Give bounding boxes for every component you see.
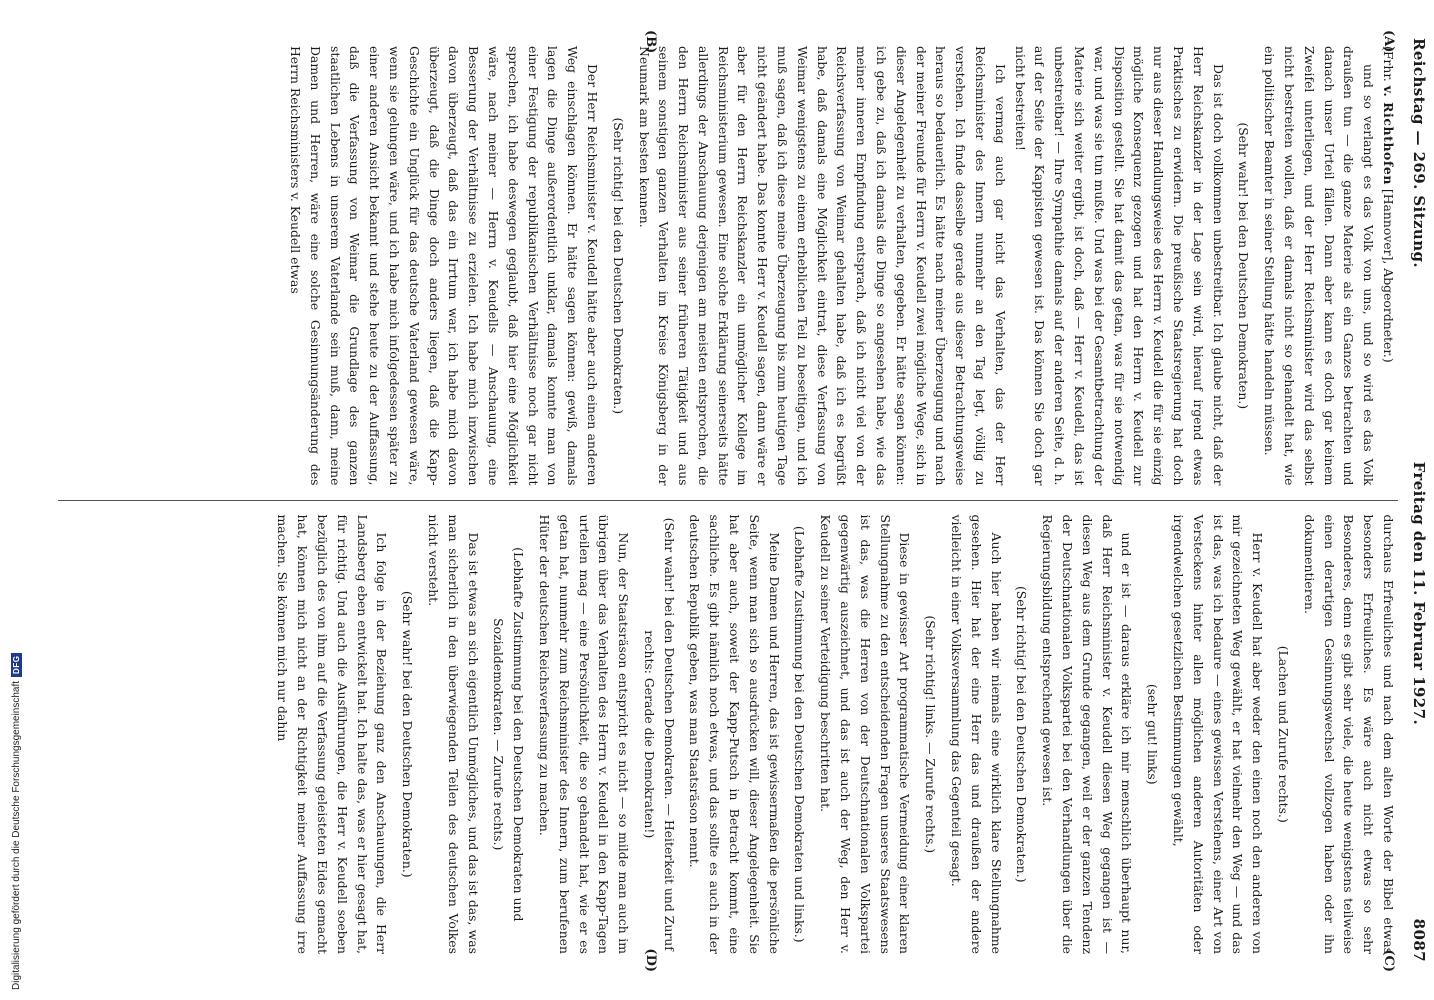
page-header (1406, 32, 1428, 968)
margin-mark-a: (A) (1381, 30, 1396, 53)
paragraph: Nun, der Staatsräson entspricht es nicht — so milde man auch im übrigen über das Verhalten des Herrn v. Keudell in den Kapp-Tagen urteilen mag — eine Persönlichkeit, die so gehandelt hat, wie er es getan hat, nunmehr zum Reichsminister des Innern, zum berufenen Hüter der deutschen Reichsverfassung zu machen. (536, 514, 632, 954)
interjection: (Lebhafte Zustimmung bei den Deutschen Demokraten und links.) (792, 525, 808, 943)
paragraph: Der Herr Reichsminister v. Keudell hätte aber auch einen anderen Weg einschlagen können. Er hätte sagen können: gewiß, damals lagen die Dinge außerordentlich unklar, damals konnte man von einer Festigung der republikanischen Verhältnisse noch gar nicht sprechen, ich habe deswegen geglaubt, daß hier eine Möglichkeit wäre, nach meiner — Herrn v. Keudells — Anschauung, eine Besserung der Verhältnisse zu erzielen. Ich habe mich inzwischen davon überzeugt, daß das ein Irrtum war, ich habe mich davon überzeugt, daß die Dinge doch anders liegen, daß die Kapp-Geschichte ein Unglück für das deutsche Vaterland gewesen wäre, wenn sie gelungen wäre, und ich habe mich infolgedessen später zu einer anderen Ansicht bekannt und stehe heute zu der Auffassung, daß die Verfassung von Weimar die Grundlage des ganzen staatlichen Lebens in unserem Vaterlande sein muß, dann, meine Damen und Herren, wäre eine solche Gesinnungsänderung des Herrn Reichsministers v. Keudell etwas (287, 46, 600, 486)
paragraph: und er ist — daraus erkläre ich mir menschlich überhaupt nur, daß Herr Reichsminister v. Keudell diesen Weg gegangen ist — diesen Weg aus dem Grunde gegangen, weil er der ganzen Tendenz der Deutschnationalen Volkspartei bei den Verhandlungen über die Regierungsbildung entsprechend gewesen ist. (1040, 514, 1135, 954)
margin-mark-c: (C) (1381, 949, 1396, 972)
interjection: (Sehr wahr! bei den Deutschen Demokraten. — Heiterkeit und Zuruf rechts: Gerade die Demokraten!) (641, 517, 677, 951)
header-session: Reichstag — 269. Sitzung. (1410, 38, 1428, 269)
interjection: (Sehr richtig! links. — Zurufe rechts.) (923, 615, 939, 854)
paragraph: Herr v. Keudell hat aber weder den einen noch den anderen von mir gezeichneten Weg gewählt, er hat vielmehr den Weg — und das ist das, was ich bedaure — eines gewissen Verstehens, einer Art von Versteckens hinter allen möglichen anderen Autoritäten oder irgendwelchen gesetzlichen Bestimmungen gewählt, (1171, 514, 1266, 954)
margin-mark-d: (D) (643, 948, 658, 972)
credit-text: Digitalisierung gefördert durch die Deutsche Forschungsgemeinschaft (11, 680, 22, 990)
dfg-logo: DFG (11, 653, 22, 677)
left-column (58, 32, 1398, 500)
speaker-name: v. Richthofen (1381, 85, 1396, 185)
interjection: (Sehr wahr! bei den Deutschen Demokraten.) (400, 590, 416, 878)
interjection: (Sehr richtig! bei den Deutschen Demokraten.) (1014, 585, 1030, 883)
paragraph: und so verlangt es das Volk von uns, und so wird es das Volk draußen tun — die ganze Materie als ein Ganzes betrachten und danach unser Urteil fällen. Dann aber kann es doch gar keinem Zweifel unterliegen, und der Herr Reichsminister wird das selbst nicht bestreiten wollen, daß er damals nicht so gehandelt hat, wie ein politischer Beamter in seiner Stellung hätte handeln müssen. (1262, 46, 1377, 486)
paragraph: Ich folge in der Beziehung ganz den Anschauungen, die Herr Landsberg eben entwickelt hat. Ich halte das, was er hier gesagt hat, für richtig. Und auch die Ausführungen, die Herr v. Keudell soeben bezüglich des von ihm auf die Verfassung geleisteten Eides gemacht hat, können mich nicht an der Richtigkeit meiner Auffassung irre machen. Sie können mich nur dahin (275, 514, 390, 954)
margin-mark-b: (B) (643, 30, 658, 54)
interjection: (Sehr wahr! bei den Deutschen Demokraten.) (1236, 122, 1252, 410)
paragraph: Ich vermag auch gar nicht das Verhalten, das der Herr Reichsminister des Innern nunmehr an den Tag legt, völlig zu verstehen. Ich finde dasselbe gerade aus dieser Betrachtungsweise heraus so bedauerlich. Es hätte nach meiner Überzeugung und nach der meiner Freunde für Herrn v. Keudell zwei mögliche Wege, sich in dieser Angelegenheit zu verhalten, gegeben. Er hätte sagen können: ich gebe zu, daß ich damals die Dinge so angesehen habe, wie das meiner inneren Empfindung entsprach, daß ich nicht viel von der Reichsverfassung von Weimar gehalten habe, daß ich es begrüßt habe, daß damals eine Möglichkeit eintrat, diese Verfassung von Weimar wenigstens zu einem erheblichen Teil zu beseitigen, und ich muß sagen, daß ich diese meine Überzeugung bis zum heutigen Tage nicht geändert habe. Das konnte Herr v. Keudell sagen, dann wäre er aber für den Herrn Reichskanzler ein unmöglicher Kollege im Reichsministerium gewesen. Eine solche Erklärung seinerseits hätte allerdings der Anschauung derjenigen am meisten entsprochen, die den Herrn Reichsminister aus seiner früheren Tätigkeit und aus seinem sonstigen ganzen Verhalten im Kreise Königsberg in der Neumark am besten kennen. (636, 46, 1008, 486)
paragraph: durchaus Erfreuliches und nach dem alten Worte der Bibel etwas besonders Erfreuliches. Es wäre auch nicht etwas so sehr Besonderes, denn es gibt sehr viele, die heute wenigstens teilweise einen derartigen Gesinnungswechsel vollzogen haben oder ihn dokumentieren. (1301, 514, 1396, 954)
interjection: (Sehr richtig! bei den Deutschen Demokraten.) (610, 117, 626, 415)
paragraph: Diese in gewisser Art programmatische Vermeidung einer klaren Stellungnahme zu den entscheidenden Fragen unseres Staatswesens ist das, was die Herren von der Deutschnationalen Volkspartei gegenwärtig auszeichnet, und das ist auch der Weg, den Herr v. Keudell zu seiner Verteidigung beschritten hat. (818, 514, 913, 954)
text-columns (58, 30, 1398, 972)
header-date: Freitag den 11. Februar 1927. (1410, 461, 1428, 726)
digitization-credit (0, 0, 22, 1000)
page-number: 8087 (1410, 918, 1428, 962)
right-column (58, 500, 1398, 969)
scanned-page-area (28, 0, 1434, 1000)
interjection: (Lachen und Zurufe rechts.) (1276, 645, 1292, 823)
speaker-line (1378, 46, 1398, 486)
newspaper-page (38, 20, 1428, 980)
paragraph: Meine Damen und Herren, das ist gewissermaßen die persönliche Seite, wenn man sich so ausdrücken will, dieser Angelegenheit. Sie hat aber auch, soweit der Kapp-Putsch in Betracht kommt, eine sachliche. Es gibt nämlich noch etwas, und das sollte es auch in der deutschen Republik geben, was man Staatsräson nennt. (687, 514, 782, 954)
interjection: (sehr gut! links) (1145, 683, 1161, 785)
speaker-open: (Frhr. (1381, 46, 1396, 86)
speaker-rest: [Hannover], Abgeordneter.) (1381, 184, 1396, 363)
paragraph: Auch hier haben wir niemals eine wirklich klare Stellungnahme gesehen. Hier hat der eine Herr das und draußen der andere vielleicht in einer Volksversammlung das Gegenteil gesagt. (949, 514, 1004, 954)
paragraph: Das ist etwas an sich eigentlich Unmögliches, und das ist das, was man sicherlich in den überwiegenden Teilen des deutschen Volkes nicht versteht. (425, 514, 481, 954)
interjection: (Lebhafte Zustimmung bei den Deutschen Demokraten und Sozialdemokraten. — Zurufe rechts.) (491, 547, 527, 922)
paragraph: Das ist doch vollkommen unbestreitbar. Ich glaube nicht, daß der Herr Reichskanzler in der Lage sein wird, hierauf irgend etwas Praktisches zu erwidern. Die preußische Staatsregierung hat doch nur aus dieser Handlungsweise des Herrn v. Keudell die für sie einzig mögliche Konsequenz gezogen und hat den Herrn v. Keudell zur Disposition gestellt. Sie hat damit das getan, was für sie notwendig war, und was sie tun mußte. Und was bei der Gesamtbetrachtung der Materie sich weiter ergibt, ist doch, daß — Herr v. Keudell, das ist unbestreitbar! — Ihre Sympathie damals auf der anderen Seite, d. h. auf der Seite der Kappisten gewesen ist. Das können Sie doch gar nicht bestreiten! (1012, 46, 1226, 486)
